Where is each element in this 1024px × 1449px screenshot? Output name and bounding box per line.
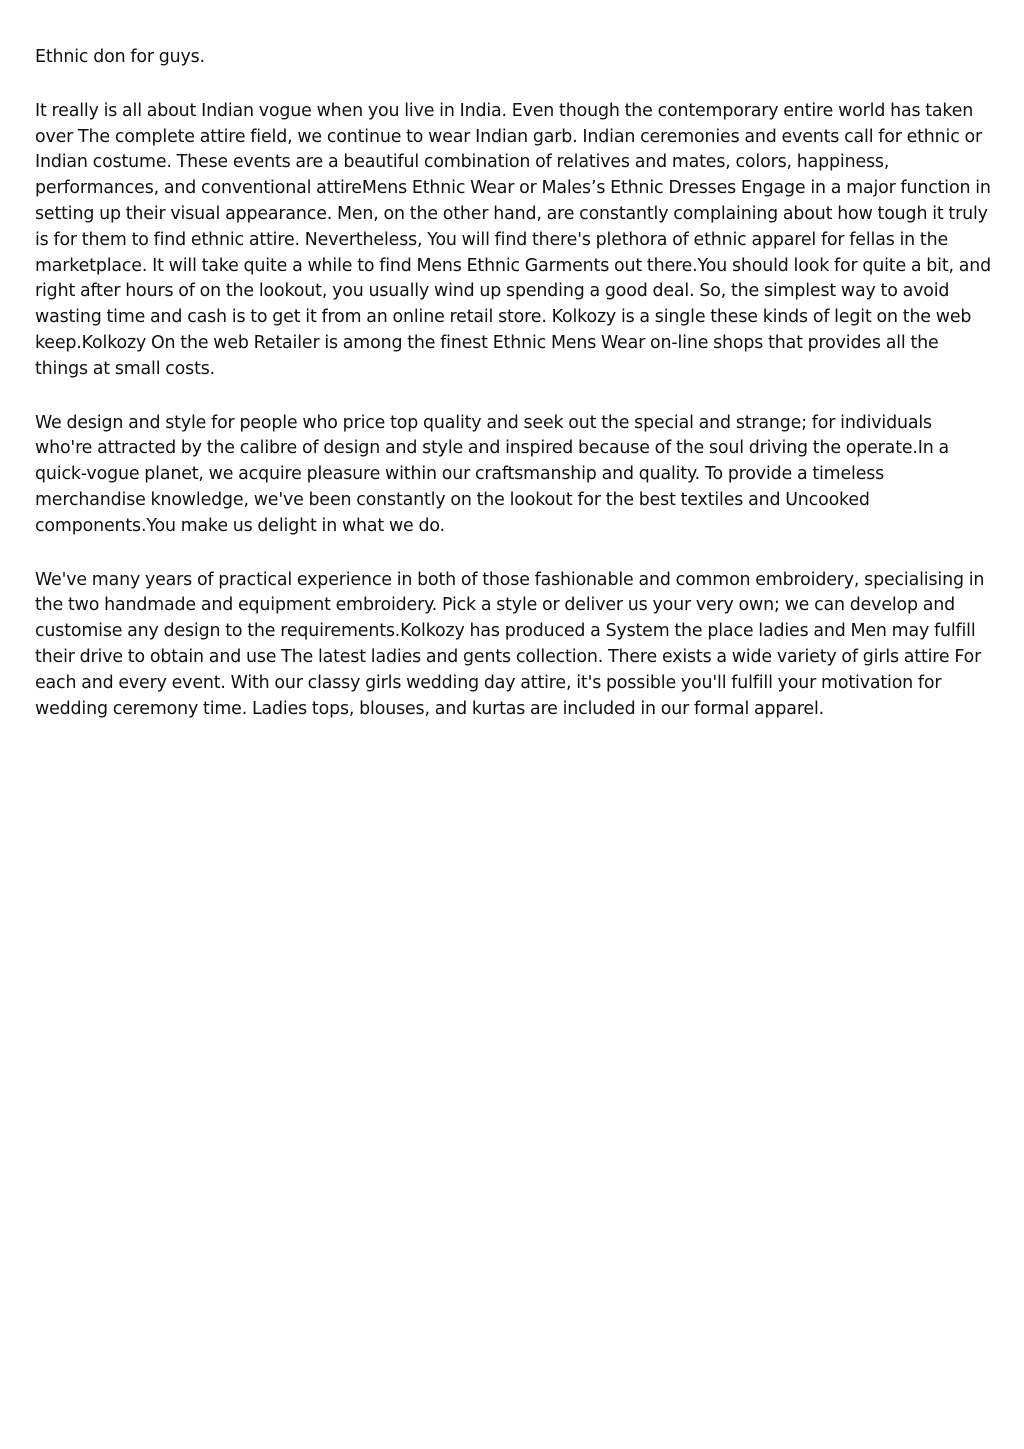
paragraph-3: We've many years of practical experience in both of those fashionable and common embroidery, specialising in the two handmade and equipment embroidery. Pick a style or deliver us your very own; we can develop and customise any design to the requirements.Kolkozy has produced a System the place ladies and Men may fulfill their drive to obtain and use The latest ladies and gents collection. There exists a wide variety of girls attire For each and every event. With our classy girls wedding day attire, it's possible you'll fulfill your motivation for wedding ceremony time. Ladies tops, blouses, and kurtas are included in our formal apparel. xyxy=(35,569,985,719)
document-body xyxy=(35,45,993,750)
document-title: Ethnic don for guys. xyxy=(35,47,205,67)
paragraph-1: It really is all about Indian vogue when you live in India. Even though the contemporary entire world has taken over The complete attire field, we continue to wear Indian garb. Indian ceremonies and events call for ethnic or Indian costume. These events are a beautiful combination of relatives and mates, colors, happiness, performances, and conventional attireMens Ethnic Wear or Males’s Ethnic Dresses Engage in a major function in setting up their visual appearance. Men, on the other hand, are constantly complaining about how tough it truly is for them to find ethnic attire. Nevertheless, You will find there's plethora of ethnic apparel for fellas in the marketplace. It will take quite a while to find Mens Ethnic Garments out there.You should look for quite a bit, and right after hours of on the lookout, you usually wind up spending a good deal. So, the simplest way to avoid wasting time and cash is to get it from an online retail store. Kolkozy is a single these kinds of legit on the web keep.Kolkozy On the web Retailer is among the finest Ethnic Mens Wear on-line shops that provides all the things at small costs. xyxy=(35,100,992,379)
paragraph-2: We design and style for people who price top quality and seek out the special and strange; for individuals who're attracted by the calibre of design and style and inspired because of the soul driving the operate.In a quick-vogue planet, we acquire pleasure within our craftsmanship and quality. To provide a timeless merchandise knowledge, we've been constantly on the lookout for the best textiles and Uncooked components.You make us delight in what we do. xyxy=(35,412,950,536)
